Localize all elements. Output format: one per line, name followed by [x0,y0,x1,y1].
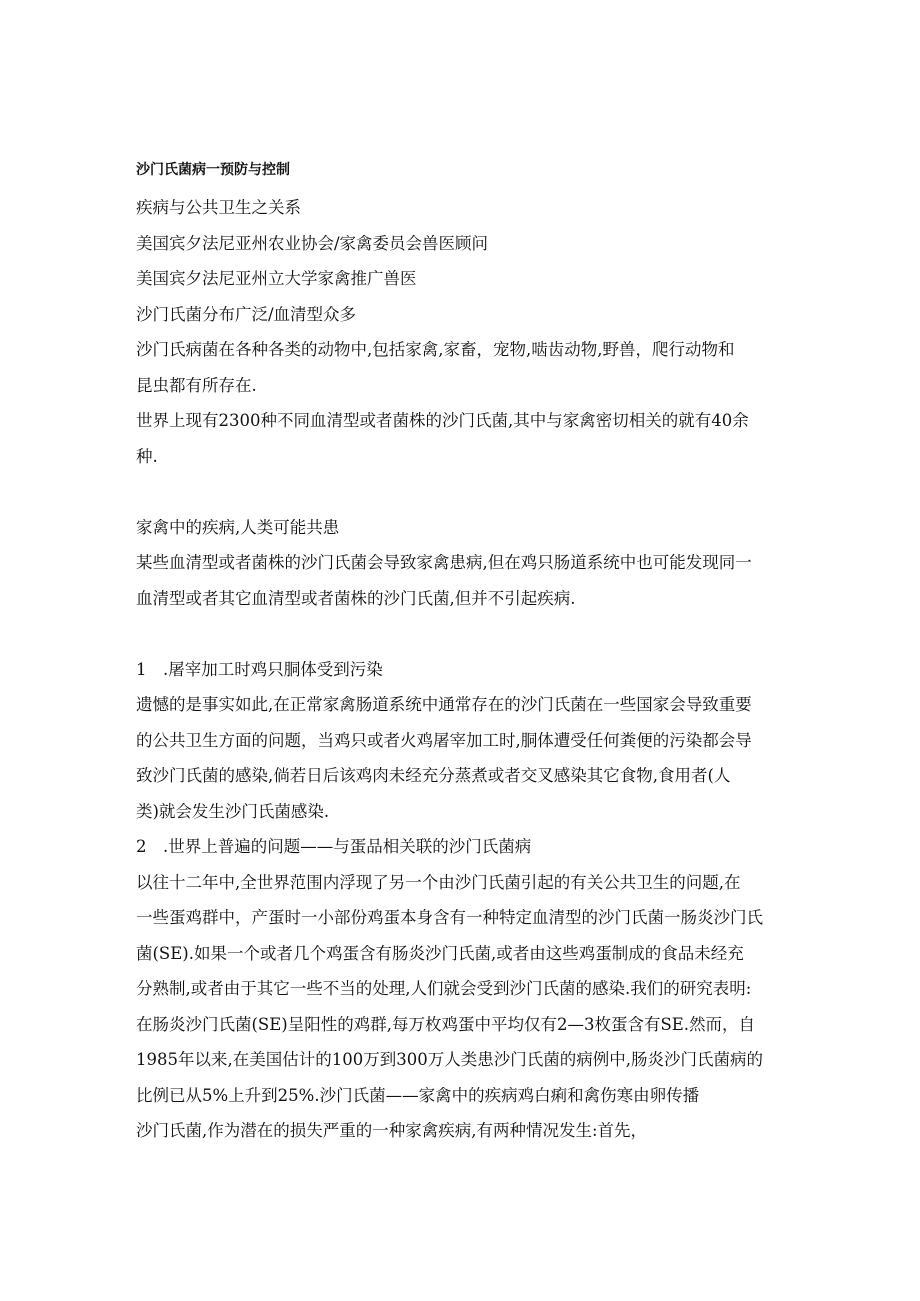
paragraph-gap [136,616,796,652]
text-line: 比例已从5%上升到25%.沙门氏菌——家禽中的疾病鸡白痢和禽伤寒由卵传播 [136,1085,700,1105]
text-line: 一些蛋鸡群中，产蛋时一小部份鸡蛋本身含有一种特定血清型的沙门氏菌一肠炎沙门氏 [136,908,763,927]
text-line: 沙门氏菌分布广泛/血清型众多 [136,304,357,324]
text-line: 分熟制,或者由于其它一些不当的处理,人们就会受到沙门氏菌的感染.我们的研究表明: [136,979,752,998]
text-line: 在肠炎沙门氏菌(SE)呈阳性的鸡群,每万枚鸡蛋中平均仅有2—3枚蛋含有SE.然而，自 [136,1014,756,1034]
text-line: 美国宾夕法尼亚州立大学家禽推广兽医 [136,269,417,288]
text-line: 美国宾夕法尼亚州农业协会/家禽委员会兽医顾问 [136,233,489,253]
text-line: 1985年以来,在美国估计的100万到300万人类患沙门氏菌的病例中,肠炎沙门氏菌病的 [136,1050,763,1069]
document-title: 沙门氏菌病一预防与控制 [136,162,290,178]
text-line: 以往十二年中,全世界范围内浮现了另一个由沙门氏菌引起的有关公共卫生的问题,在 [136,872,741,892]
text-line: 世界上现有2300种不同血清型或者菌株的沙门氏菌,其中与家禽密切相关的就有40余 [136,411,749,430]
document-page [136,160,796,1149]
text-line: 沙门氏菌,作为潜在的损失严重的一种家禽疾病,有两种情况发生:首先， [136,1121,648,1140]
paragraph-gap [136,474,796,510]
text-line: 沙门氏病菌在各种各类的动物中,包括家禽,家畜，宠物,啮齿动物,野兽，爬行动物和 [136,340,735,359]
text-line: 的公共卫生方面的问题，当鸡只或者火鸡屠宰加工时,胴体遭受任何粪便的污染都会导 [136,730,752,750]
text-line: 疾病与公共卫生之关系 [136,198,301,217]
text-line: 2 .世界上普遍的问题——与蛋品相关联的沙门氏菌病 [136,837,532,856]
text-line: 致沙门氏菌的感染,倘若日后该鸡肉未经充分蒸煮或者交叉感染其它食物,食用者(人 [136,766,731,785]
text-line: 血清型或者其它血清型或者菌株的沙门氏菌,但并不引起疾病. [136,588,576,608]
text-line: 菌(SE).如果一个或者几个鸡蛋含有肠炎沙门氏菌,或者由这些鸡蛋制成的食品未经充 [136,943,744,963]
text-line: 昆虫都有所存在. [136,375,257,395]
text-line: 某些血清型或者菌株的沙门氏菌会导致家禽患病,但在鸡只肠道系统中也可能发现同一 [136,553,752,572]
document-body [136,190,796,1149]
text-line: 遗憾的是事实如此,在正常家禽肠道系统中通常存在的沙门氏菌在一些国家会导致重要 [136,695,752,714]
text-line: 类)就会发生沙门氏菌感染. [136,801,330,821]
text-line: 种. [136,446,158,466]
text-line: 家禽中的疾病,人类可能共患 [136,517,340,537]
text-line: 1 .屠宰加工时鸡只胴体受到污染 [136,659,383,679]
